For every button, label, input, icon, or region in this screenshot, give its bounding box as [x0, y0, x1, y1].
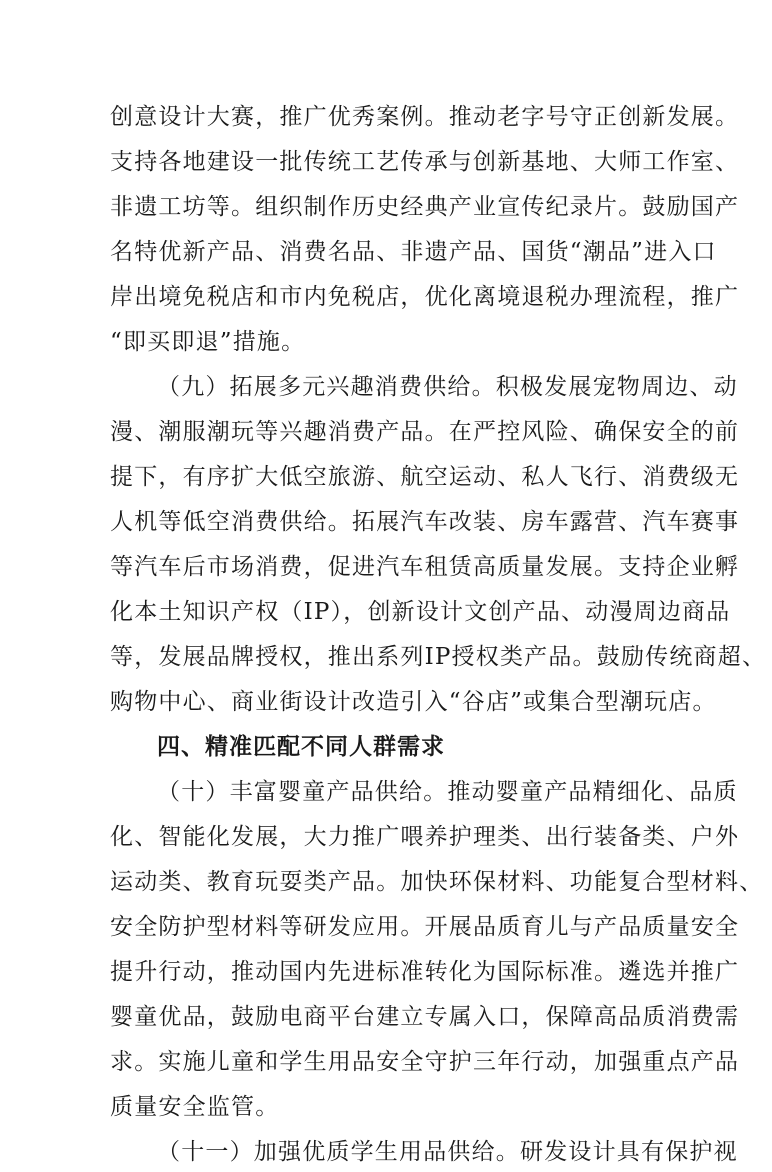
paragraph-line: 非遗工坊等。组织制作历史经典产业宣传纪录片。鼓励国产 [110, 194, 740, 220]
paragraph-line: 支持各地建设一批传统工艺传承与创新基地、大师工作室、 [110, 149, 740, 175]
paragraph-line: 提升行动，推动国内先进标准转化为国际标准。遴选并推广 [110, 959, 740, 985]
paragraph-line: 提下，有序扩大低空旅游、航空运动、私人飞行、消费级无 [110, 464, 740, 490]
paragraph-line: 化本土知识产权（IP），创新设计文创产品、动漫周边商品 [110, 599, 731, 625]
paragraph-line: 岸出境免税店和市内免税店，优化离境退税办理流程，推广 [110, 284, 740, 310]
paragraph-line: 质量安全监管。 [110, 1094, 280, 1120]
paragraph-line: 漫、潮服潮玩等兴趣消费产品。在严控风险、确保安全的前 [110, 419, 740, 445]
paragraph-first-line: （九）拓展多元兴趣消费供给。积极发展宠物周边、动 [157, 374, 738, 400]
paragraph-line: 安全防护型材料等研发应用。开展品质育儿与产品质量安全 [110, 914, 740, 940]
paragraph-line: 购物中心、商业街设计改造引入“谷店”或集合型潮玩店。 [110, 689, 717, 715]
paragraph-line: 化、智能化发展，大力推广喂养护理类、出行装备类、户外 [110, 824, 740, 850]
paragraph-line: 运动类、教育玩耍类产品。加快环保材料、功能复合型材料、 [110, 869, 764, 895]
paragraph-line: 名特优新产品、消费名品、非遗产品、国货“潮品”进入口 [110, 239, 717, 265]
paragraph-first-line: （十）丰富婴童产品供给。推动婴童产品精细化、品质 [157, 779, 738, 805]
paragraph-first-line: （十一）加强优质学生用品供给。研发设计具有保护视 [157, 1139, 738, 1165]
paragraph-line: 求。实施儿童和学生用品安全守护三年行动，加强重点产品 [110, 1049, 740, 1075]
paragraph-line: 创意设计大赛，推广优秀案例。推动老字号守正创新发展。 [110, 104, 740, 130]
paragraph-line: 人机等低空消费供给。拓展汽车改装、房车露营、汽车赛事 [110, 509, 740, 535]
paragraph-line: 婴童优品，鼓励电商平台建立专属入口，保障高品质消费需 [110, 1004, 740, 1030]
paragraph-line: 等汽车后市场消费，促进汽车租赁高质量发展。支持企业孵 [110, 554, 740, 580]
paragraph-line: 等，发展品牌授权，推出系列IP授权类产品。鼓励传统商超、 [110, 644, 767, 670]
paragraph-line: “即买即退”措施。 [110, 329, 306, 355]
section-heading: 四、精准匹配不同人群需求 [157, 734, 445, 760]
